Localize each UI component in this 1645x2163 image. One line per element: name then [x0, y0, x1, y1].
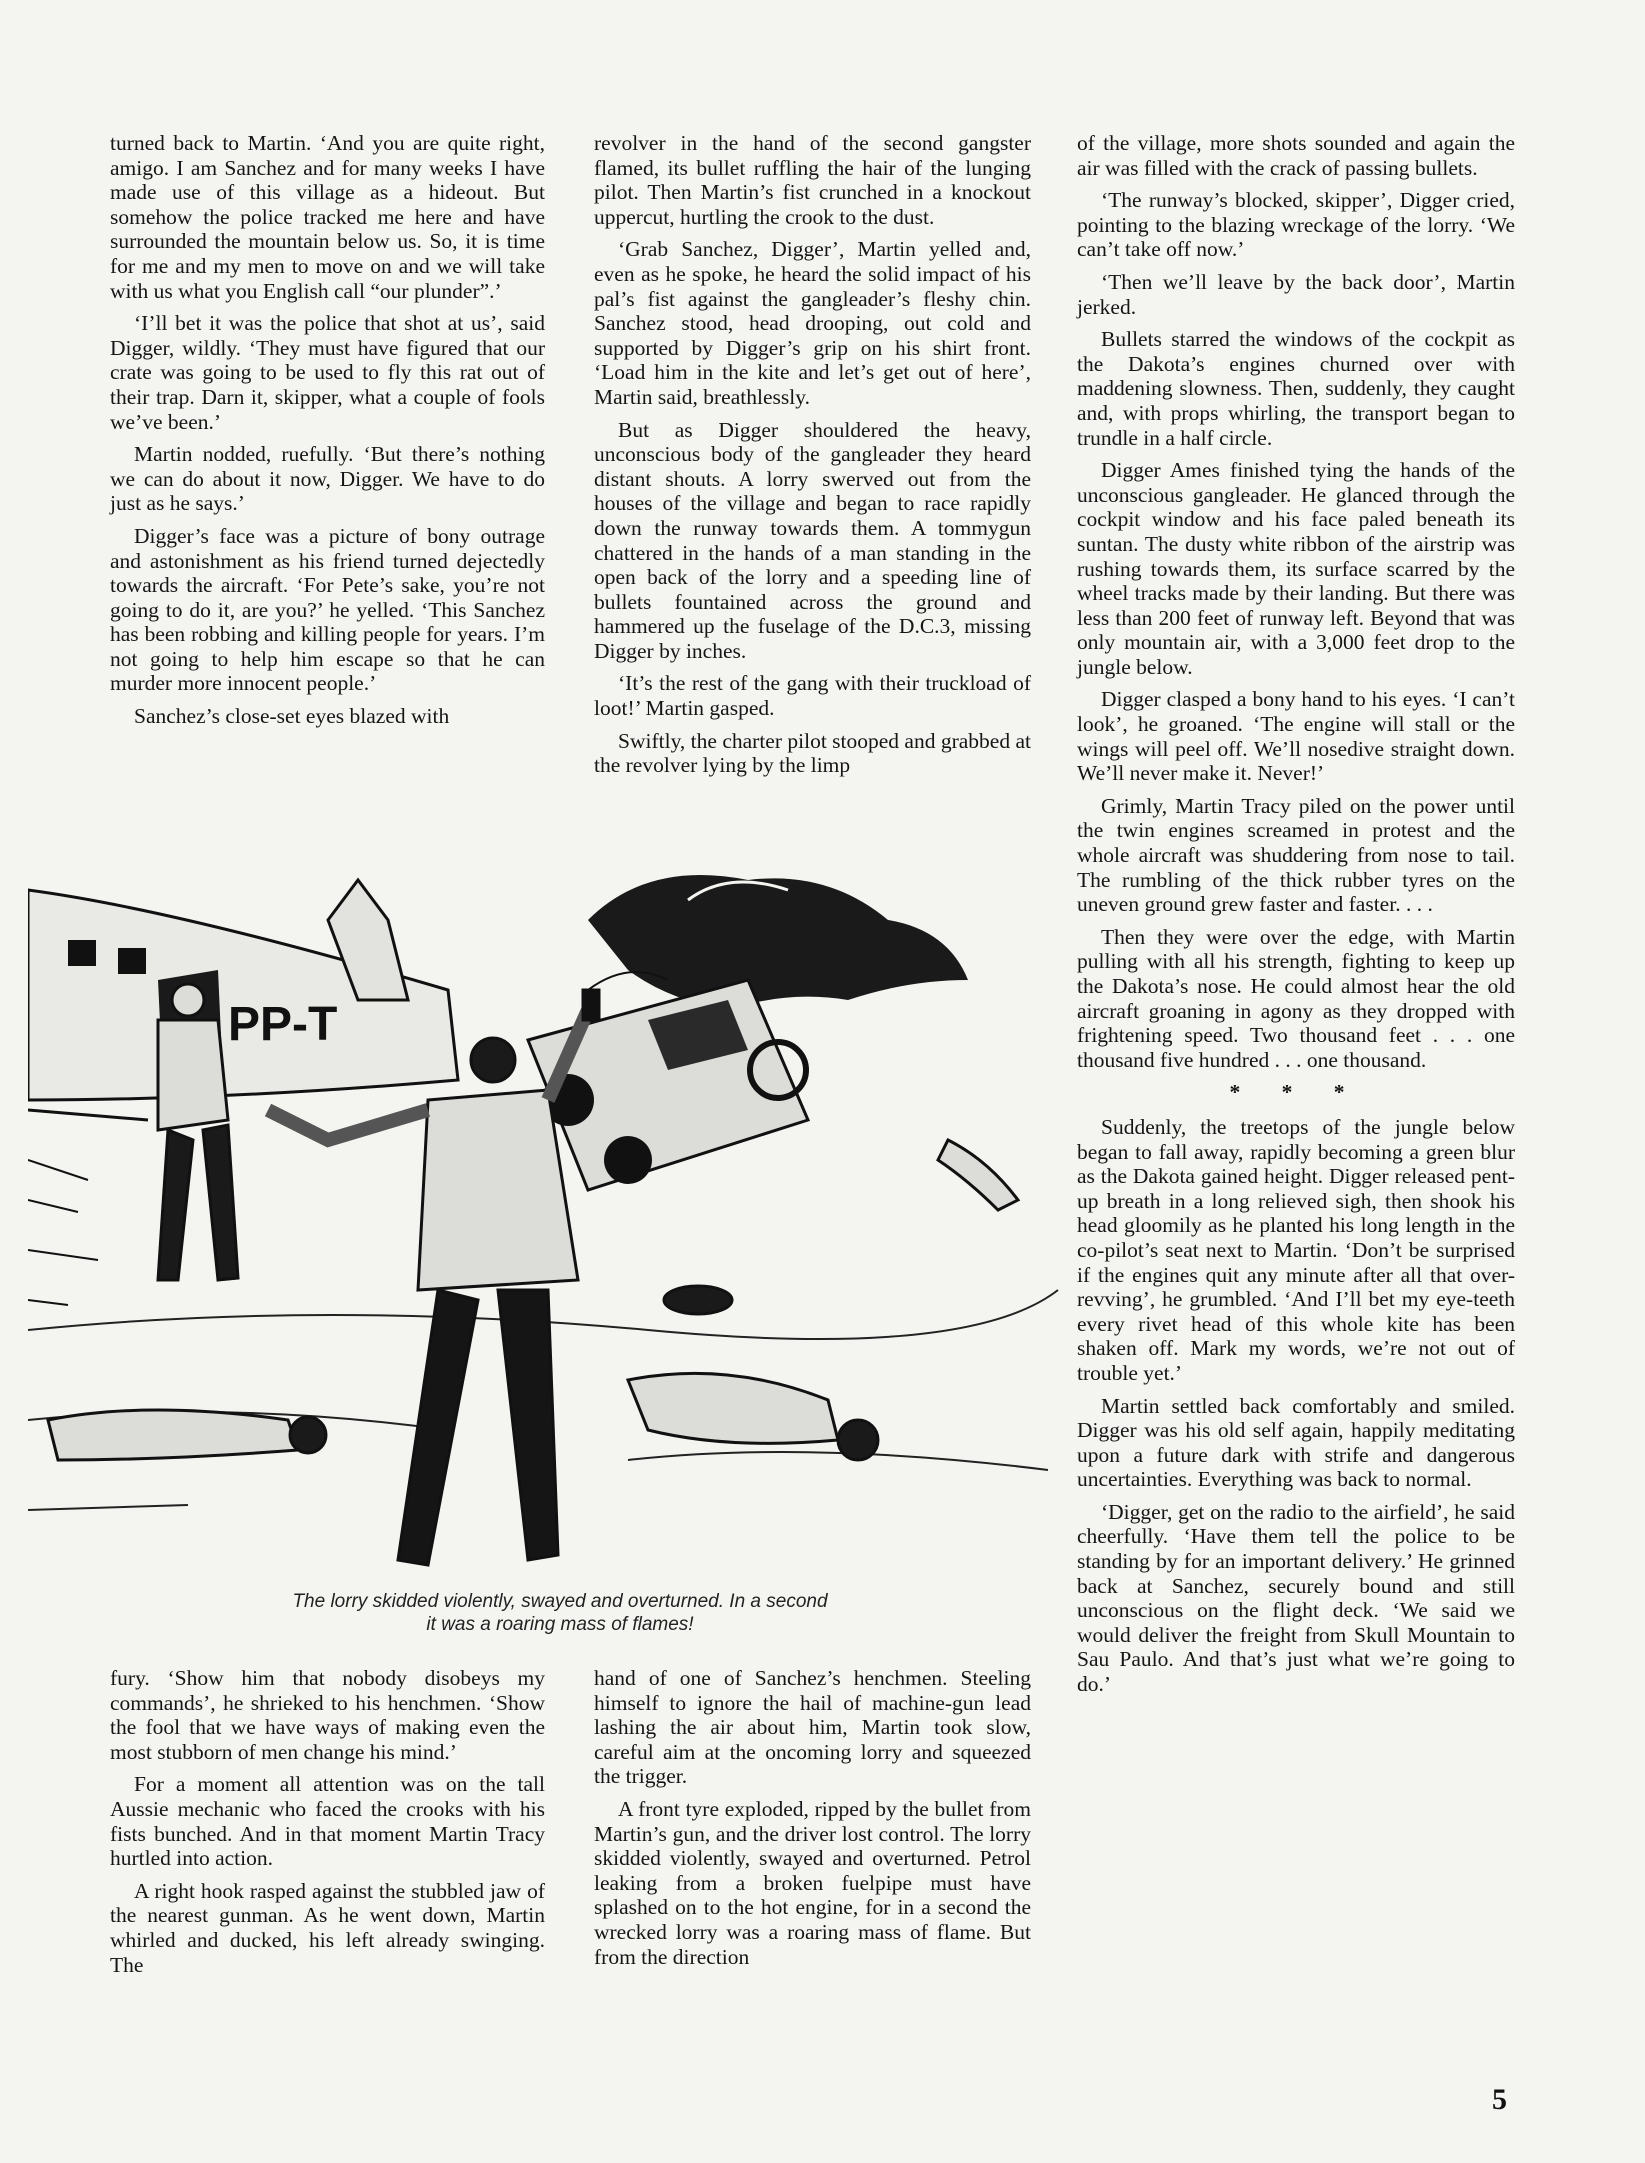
paragraph: Then they were over the edge, with Martin pulling with all his strength, fighting to keep up the Dakota’s nose. He could almost hear the old aircraft groaning in agony as they dropped with frightening speed. Two thousand feet . . . one thousand five hundred . . . one thousand.	[1077, 924, 1515, 1072]
paragraph: Suddenly, the treetops of the jungle below began to fall away, rapidly becoming a green blur as the Dakota gained height. Digger released pent-up breath in a long relieved sigh, then shook his head gloomily as he planted his long length in the co-pilot’s seat next to Martin. ‘Don’t be surprised if the engines quit any minute after all that over-revving’, he grumbled. ‘And I’ll bet my eye-teeth every rivet head of this whole kite has been shaken off. Mark my words, we’re not out of trouble yet.’	[1077, 1114, 1515, 1385]
paragraph: For a moment all attention was on the tall Aussie mechanic who faced the crooks with his fists bunched. And in that moment Martin Tracy hurtled into action.	[110, 1772, 545, 1871]
paragraph: A right hook rasped against the stubbled jaw of the nearest gunman. As he went down, Martin whirled and ducked, his left already swinging. The	[110, 1878, 545, 1977]
text-column-5	[594, 1666, 1031, 1977]
text-column-2	[594, 131, 1031, 786]
text-column-4	[110, 1666, 545, 1985]
paragraph: turned back to Martin. ‘And you are quite right, amigo. I am Sanchez and for many weeks I have made use of this village as a hideout. But somehow the police tracked me here and have surrounded the mountain below us. So, it is time for me and my men to move on and we will take with us what you English call “our plunder”.’	[110, 131, 545, 303]
paragraph: ‘It’s the rest of the gang with their truckload of loot!’ Martin gasped.	[594, 671, 1031, 721]
paragraph: revolver in the hand of the second gangster flamed, its bullet ruffling the hair of the lunging pilot. Then Martin’s fist crunched in a knockout uppercut, hurtling the crook to the dust.	[594, 131, 1031, 229]
paragraph: Digger’s face was a picture of bony outrage and astonishment as his friend turned dejectedly towards the aircraft. ‘For Pete’s sake, you’re not going to do it, are you?’ he yelled. ‘This Sanchez has been robbing and killing people for years. I’m not going to help him escape so that he can murder more innocent people.’	[110, 523, 545, 696]
paragraph: Swiftly, the charter pilot stooped and grabbed at the revolver lying by the limp	[594, 728, 1031, 778]
paragraph: fury. ‘Show him that nobody disobeys my commands’, he shrieked to his henchmen. ‘Show the fool that we have ways of making even the most stubborn of men change his mind.’	[110, 1666, 545, 1764]
paragraph: ‘Then we’ll leave by the back door’, Martin jerked.	[1077, 269, 1515, 319]
paragraph: Digger clasped a bony hand to his eyes. ‘I can’t look’, he groaned. ‘The engine will stall or the wings will peel off. We’ll nosedive straight down. We’ll never make it. Never!’	[1077, 687, 1515, 786]
paragraph: Grimly, Martin Tracy piled on the power until the twin engines screamed in protest and the whole aircraft was shuddering from nose to tail. The rumbling of the thick rubber tyres on the uneven ground grew faster and faster. . . .	[1077, 793, 1515, 917]
plane-marking: PP-T	[228, 998, 338, 1051]
paragraph: Bullets starred the windows of the cockpit as the Dakota’s engines churned over with maddening slowness. Then, suddenly, they caught and, with props whirling, the transport began to trundle in a half circle.	[1077, 327, 1515, 450]
paragraph: hand of one of Sanchez’s henchmen. Steeling himself to ignore the hail of machine-gun lead lashing the air about him, Martin took slow, careful aim at the oncoming lorry and squeezed the trigger.	[594, 1666, 1031, 1789]
illustration-caption	[200, 1590, 920, 1636]
paragraph: A front tyre exploded, ripped by the bullet from Martin’s gun, and the driver lost control. The lorry skidded violently, swayed and overturned. Petrol leaking from a broken fuelpipe must have splashed on to the hot engine, for in a second the wrecked lorry was a roaring mass of flame. But from the direction	[594, 1796, 1031, 1969]
paragraph: But as Digger shouldered the heavy, unconscious body of the gangleader they heard distant shouts. A lorry swerved out from the houses of the village and began to race rapidly down the runway towards them. A tommygun chattered in the hands of a man standing in the open back of the lorry and a speeding line of bullets fountained across the ground and hammered up the fuselage of the D.C.3, missing Digger by inches.	[594, 417, 1031, 663]
paragraph: ‘Grab Sanchez, Digger’, Martin yelled and, even as he spoke, he heard the solid impact of his pal’s fist against the gangleader’s fleshy chin. Sanchez stood, head drooping, out cold and supported by Digger’s grip on his shirt front. ‘Load him in the kite and let’s get out of here’, Martin said, breathlessly.	[594, 237, 1031, 409]
paragraph: Sanchez’s close-set eyes blazed with	[134, 704, 450, 729]
paragraph: Digger Ames finished tying the hands of the unconscious gangleader. He glanced through the cockpit window and his face paled beneath its suntan. The dusty white ribbon of the airstrip was rushing towards them, its surface scarred by the wheel tracks made by their landing. But there was less than 200 feet of runway left. Beyond that was only mountain air, with a 3,000 feet drop to the jungle below.	[1077, 458, 1515, 679]
story-illustration	[28, 860, 1060, 1578]
paragraph: ‘I’ll bet it was the police that shot at us’, said Digger, wildly. ‘They must have figured that our crate was going to be used to fly this rat out of their trap. Darn it, skipper, what a couple of fools we’ve been.’	[110, 311, 545, 434]
caption-line: it was a roaring mass of flames!	[426, 1614, 694, 1635]
paragraph: Martin settled back comfortably and smiled. Digger was his old self again, happily meditating upon a future dark with strife and dangerous uncertainties. Everything was back to normal.	[1077, 1393, 1515, 1492]
paragraph: of the village, more shots sounded and again the air was filled with the crack of passing bullets.	[1077, 131, 1515, 180]
paragraph: ‘The runway’s blocked, skipper’, Digger cried, pointing to the blazing wreckage of the lorry. ‘We can’t take off now.’	[1077, 188, 1515, 262]
text-column-1	[110, 131, 545, 737]
page-number: 5	[1492, 2083, 1507, 2116]
section-break: * * *	[1229, 1080, 1363, 1105]
caption-line: The lorry skidded violently, swayed and overturned. In a second	[292, 1591, 828, 1612]
paragraph: ‘Digger, get on the radio to the airfield’, he said cheerfully. ‘Have them tell the police to be standing by for an important delivery.’ He grinned back at Sanchez, securely bound and still unconscious on the flight deck. ‘We said we would deliver the freight from Skull Mountain to Sau Paulo. And that’s just what we’re going to do.’	[1077, 1499, 1515, 1697]
text-column-3	[1077, 131, 1515, 1705]
paragraph: Martin nodded, ruefully. ‘But there’s nothing we can do about it now, Digger. We have to do just as he says.’	[110, 442, 545, 516]
